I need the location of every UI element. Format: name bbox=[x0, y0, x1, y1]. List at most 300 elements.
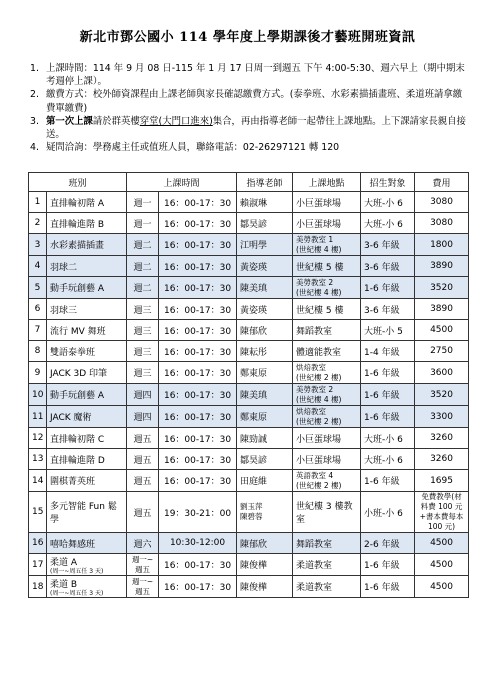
fee-cell bbox=[415, 341, 469, 362]
teacher-cell bbox=[237, 470, 293, 492]
day-cell-text: 週二 bbox=[133, 241, 152, 251]
time-cell bbox=[159, 492, 237, 533]
time-cell-text: 16：00-17：30 bbox=[163, 413, 232, 423]
day-cell bbox=[127, 449, 159, 470]
fee-cell bbox=[415, 192, 469, 213]
day-cell bbox=[127, 576, 159, 598]
teacher-cell bbox=[237, 341, 293, 362]
table-header-row bbox=[29, 173, 469, 192]
class-name bbox=[47, 277, 127, 299]
teacher-cell-text: 劉玉萍 陳碧蓉 bbox=[240, 502, 263, 521]
table-row bbox=[29, 213, 469, 234]
teacher-cell-text: 鄒昊諺 bbox=[240, 219, 268, 230]
note-item bbox=[30, 115, 470, 141]
fee-cell-text: 3890 bbox=[430, 304, 453, 314]
header-time: 上課時間 bbox=[127, 173, 237, 192]
table-row bbox=[29, 554, 469, 576]
place-cell bbox=[293, 320, 361, 341]
fee-cell-text: 3520 bbox=[430, 389, 453, 400]
place-cell bbox=[293, 234, 361, 256]
fee-cell bbox=[415, 320, 469, 341]
target-cell-text: 1-6 年級 bbox=[364, 583, 400, 593]
time-cell bbox=[159, 256, 237, 277]
time-cell-text: 16：00-17：30 bbox=[163, 198, 232, 209]
teacher-cell bbox=[237, 576, 293, 598]
header-target: 招生對象 bbox=[361, 173, 415, 192]
place-cell bbox=[293, 576, 361, 598]
target-cell-text: 大班-小 5 bbox=[364, 326, 403, 337]
note-text-a: 請於群英樓 bbox=[92, 115, 140, 127]
class-name-text: JACK 3D 印筆 bbox=[50, 369, 108, 379]
teacher-cell-text: 陳美瑱 bbox=[240, 284, 268, 294]
note-text: 上課時間：114 年 9 月 08 日-115 年 1 月 17 日周一到週五 下午 4:00-5:30、週六早上（期中期末考週停上課）。 bbox=[46, 63, 465, 88]
teacher-cell-text: 陳郁欣 bbox=[240, 326, 268, 337]
day-cell bbox=[127, 492, 159, 533]
place-cell-text: 柔道教室 bbox=[296, 583, 333, 593]
row-number-text: 14 bbox=[32, 475, 44, 486]
target-cell bbox=[361, 362, 415, 384]
target-cell-text: 1-6 年級 bbox=[364, 369, 400, 379]
time-cell-text: 16：00-17：30 bbox=[163, 347, 232, 358]
day-cell bbox=[127, 341, 159, 362]
row-number bbox=[29, 341, 47, 362]
table-row bbox=[29, 533, 469, 554]
table-row bbox=[29, 234, 469, 256]
row-number-text: 6 bbox=[34, 304, 41, 314]
note-number: 3. bbox=[30, 115, 39, 127]
place-cell-text: 小巨蛋球場 bbox=[296, 198, 342, 209]
fee-cell bbox=[415, 384, 469, 406]
time-cell-text: 16：00-17：30 bbox=[163, 241, 232, 251]
fee-cell bbox=[415, 533, 469, 554]
teacher-cell bbox=[237, 533, 293, 554]
fee-cell-text: 4500 bbox=[430, 325, 453, 335]
class-subnote: (周一~周五任 3 天) bbox=[50, 589, 104, 597]
teacher-cell bbox=[237, 256, 293, 277]
fee-cell-text: 免費教學(材料費 100 元+書本費每本 100 元) bbox=[419, 492, 464, 531]
row-number-text: 1 bbox=[34, 197, 41, 207]
day-cell-text: 週五 bbox=[133, 508, 152, 519]
time-cell-text: 16：00-17：30 bbox=[163, 369, 232, 379]
teacher-cell bbox=[237, 384, 293, 406]
fee-cell bbox=[415, 299, 469, 320]
row-number bbox=[29, 299, 47, 320]
teacher-cell bbox=[237, 277, 293, 299]
day-cell bbox=[127, 554, 159, 576]
time-cell bbox=[159, 449, 237, 470]
target-cell-text: 3-6 年級 bbox=[364, 241, 400, 251]
place-cell bbox=[293, 299, 361, 320]
day-cell-text: 週四 bbox=[133, 413, 152, 423]
header-class: 班別 bbox=[29, 173, 127, 192]
class-name-text: 直排輪初階 C bbox=[50, 434, 105, 445]
note-bold-text: 第一次上課 bbox=[46, 115, 93, 127]
place-cell bbox=[293, 428, 361, 449]
time-cell-text: 16：00-17：30 bbox=[163, 391, 232, 401]
time-cell-text: 16：00-17：30 bbox=[163, 477, 232, 487]
teacher-cell bbox=[237, 320, 293, 341]
teacher-cell-text: 陳俊樺 bbox=[240, 583, 268, 593]
day-cell-text: 週一~週五 bbox=[131, 576, 154, 596]
day-cell bbox=[127, 384, 159, 406]
class-name-text: 圍棋菁英班 bbox=[50, 477, 96, 487]
fee-cell-text: 4500 bbox=[430, 559, 453, 570]
teacher-cell bbox=[237, 299, 293, 320]
teacher-cell-text: 鄒昊諺 bbox=[240, 455, 268, 466]
class-name-text: 柔道 B bbox=[50, 579, 78, 590]
target-cell bbox=[361, 406, 415, 428]
time-cell bbox=[159, 428, 237, 449]
table-row bbox=[29, 299, 469, 320]
teacher-cell-text: 黃姿瑛 bbox=[240, 305, 268, 316]
target-cell-text: 1-6 年級 bbox=[364, 413, 400, 423]
target-cell-text: 1-6 年級 bbox=[364, 391, 400, 401]
target-cell bbox=[361, 192, 415, 213]
note-text-b: 集合，再由指導老師一起帶往上課地點。上下課請家長親自接送。 bbox=[46, 115, 466, 141]
time-cell bbox=[159, 554, 237, 576]
class-name bbox=[47, 192, 127, 213]
target-cell bbox=[361, 428, 415, 449]
place-cell-text: 小巨蛋球場 bbox=[296, 455, 342, 466]
row-number bbox=[29, 192, 47, 213]
note-item bbox=[30, 88, 470, 114]
fee-cell-text: 4500 bbox=[430, 581, 453, 592]
row-number bbox=[29, 234, 47, 256]
target-cell-text: 1-4 年級 bbox=[364, 347, 400, 358]
place-cell-text: 美勞教室 1 (世紀樓 4 樓) bbox=[296, 234, 342, 254]
class-name bbox=[47, 428, 127, 449]
row-number-text: 5 bbox=[34, 282, 41, 293]
teacher-cell bbox=[237, 554, 293, 576]
teacher-cell-text: 黃姿瑛 bbox=[240, 262, 268, 273]
class-name bbox=[47, 256, 127, 277]
class-name bbox=[47, 533, 127, 554]
class-name-text: 動手玩創藝 A bbox=[50, 391, 105, 401]
day-cell-text: 週一~週五 bbox=[131, 554, 154, 574]
place-cell-text: 小巨蛋球場 bbox=[296, 434, 342, 445]
row-number bbox=[29, 470, 47, 492]
teacher-cell-text: 陳勁誠 bbox=[240, 434, 268, 445]
target-cell bbox=[361, 492, 415, 533]
time-cell-text: 16：00-17：30 bbox=[163, 434, 232, 445]
teacher-cell-text: 鄭東原 bbox=[240, 413, 268, 423]
target-cell-text: 3-6 年級 bbox=[364, 262, 400, 273]
table-row bbox=[29, 384, 469, 406]
place-cell-text: 美勞教室 2 (世紀樓 4 樓) bbox=[296, 277, 342, 297]
class-name bbox=[47, 341, 127, 362]
note-number: 1. bbox=[30, 63, 39, 74]
fee-cell bbox=[415, 576, 469, 598]
fee-cell-text: 3600 bbox=[430, 367, 453, 378]
class-name bbox=[47, 213, 127, 234]
day-cell-text: 週五 bbox=[133, 434, 152, 445]
day-cell bbox=[127, 470, 159, 492]
place-cell-text: 世紀樓 5 樓 bbox=[296, 305, 344, 316]
row-number-text: 11 bbox=[32, 411, 44, 422]
class-name bbox=[47, 362, 127, 384]
day-cell bbox=[127, 299, 159, 320]
day-cell bbox=[127, 277, 159, 299]
place-cell-text: 體適能教室 bbox=[296, 347, 342, 358]
target-cell bbox=[361, 299, 415, 320]
fee-cell-text: 3080 bbox=[430, 197, 453, 207]
fee-cell bbox=[415, 277, 469, 299]
time-cell-text: 16：00-17：30 bbox=[163, 583, 232, 593]
fee-cell bbox=[415, 470, 469, 492]
place-cell bbox=[293, 341, 361, 362]
row-number-text: 17 bbox=[32, 559, 44, 570]
time-cell-text: 16：00-17：30 bbox=[163, 561, 232, 571]
class-subnote: (周一~周五任 3 天) bbox=[50, 567, 104, 575]
place-cell-text: 英語教室 4 (世紀樓 2 樓) bbox=[296, 470, 342, 490]
target-cell-text: 大班-小 6 bbox=[364, 455, 403, 466]
target-cell-text: 1-6 年級 bbox=[364, 477, 400, 487]
fee-cell-text: 1800 bbox=[430, 239, 453, 250]
target-cell bbox=[361, 256, 415, 277]
fee-cell-text: 3260 bbox=[430, 433, 453, 443]
day-cell-text: 週三 bbox=[133, 369, 152, 379]
target-cell-text: 小班-小 6 bbox=[364, 508, 403, 519]
place-cell bbox=[293, 470, 361, 492]
table-row bbox=[29, 277, 469, 299]
target-cell bbox=[361, 576, 415, 598]
header-place: 上課地點 bbox=[293, 173, 361, 192]
table-body bbox=[29, 192, 469, 598]
class-name-text: 流行 MV 舞班 bbox=[50, 326, 106, 337]
target-cell bbox=[361, 554, 415, 576]
row-number bbox=[29, 554, 47, 576]
row-number-text: 4 bbox=[34, 261, 41, 271]
time-cell-text: 10:30-12:00 bbox=[169, 538, 226, 548]
target-cell bbox=[361, 384, 415, 406]
fee-cell bbox=[415, 492, 469, 533]
target-cell-text: 大班-小 6 bbox=[364, 198, 403, 209]
table-row bbox=[29, 449, 469, 470]
table-row bbox=[29, 492, 469, 533]
day-cell-text: 週一 bbox=[133, 219, 152, 230]
class-name-text: 雙語泰拳班 bbox=[50, 347, 96, 358]
teacher-cell bbox=[237, 192, 293, 213]
place-cell bbox=[293, 554, 361, 576]
day-cell bbox=[127, 256, 159, 277]
teacher-cell bbox=[237, 362, 293, 384]
row-number bbox=[29, 277, 47, 299]
target-cell bbox=[361, 234, 415, 256]
class-name bbox=[47, 406, 127, 428]
teacher-cell bbox=[237, 449, 293, 470]
target-cell-text: 2-6 年級 bbox=[364, 539, 400, 550]
row-number-text: 8 bbox=[34, 346, 41, 356]
place-cell bbox=[293, 492, 361, 533]
row-number bbox=[29, 492, 47, 533]
place-cell-text: 小巨蛋球場 bbox=[296, 219, 342, 230]
day-cell-text: 週二 bbox=[133, 262, 152, 273]
fee-cell bbox=[415, 256, 469, 277]
fee-cell bbox=[415, 406, 469, 428]
day-cell-text: 週五 bbox=[133, 455, 152, 466]
teacher-cell-text: 鄭東原 bbox=[240, 369, 268, 379]
table-row bbox=[29, 341, 469, 362]
class-name-text: 直排輪進階 D bbox=[50, 455, 105, 466]
note-item bbox=[30, 62, 470, 88]
teacher-cell-text: 陳俊樺 bbox=[240, 561, 268, 571]
time-cell-text: 16：00-17：30 bbox=[163, 305, 232, 316]
place-cell-text: 世紀樓 3 樓教室 bbox=[296, 502, 353, 525]
fee-cell-text: 4500 bbox=[430, 538, 453, 548]
fee-cell bbox=[415, 428, 469, 449]
table-row bbox=[29, 362, 469, 384]
time-cell bbox=[159, 470, 237, 492]
fee-cell-text: 2750 bbox=[430, 346, 453, 356]
target-cell bbox=[361, 213, 415, 234]
time-cell bbox=[159, 234, 237, 256]
day-cell-text: 週四 bbox=[133, 391, 152, 401]
teacher-cell-text: 陳耘彤 bbox=[240, 347, 268, 358]
teacher-cell bbox=[237, 406, 293, 428]
teacher-cell bbox=[237, 213, 293, 234]
time-cell bbox=[159, 192, 237, 213]
day-cell-text: 週六 bbox=[133, 539, 152, 550]
place-cell-text: 舞蹈教室 bbox=[296, 326, 333, 337]
class-name-text: 動手玩創藝 A bbox=[50, 284, 105, 294]
table-row bbox=[29, 470, 469, 492]
row-number-text: 18 bbox=[32, 581, 44, 592]
table-row bbox=[29, 256, 469, 277]
day-cell-text: 週三 bbox=[133, 305, 152, 316]
time-cell bbox=[159, 576, 237, 598]
fee-cell-text: 3260 bbox=[430, 454, 453, 464]
target-cell-text: 3-6 年級 bbox=[364, 305, 400, 316]
teacher-cell-text: 陳美瑱 bbox=[240, 391, 268, 401]
fee-cell bbox=[415, 449, 469, 470]
class-name-text: 多元智能 Fun 鬆學 bbox=[50, 502, 117, 525]
time-cell-text: 16：00-17：30 bbox=[163, 326, 232, 337]
day-cell-text: 週三 bbox=[133, 326, 152, 337]
table-row bbox=[29, 428, 469, 449]
table-row bbox=[29, 192, 469, 213]
place-cell-text: 烘焙教室 (世紀樓 2 樓) bbox=[296, 406, 342, 426]
note-number: 4. bbox=[30, 142, 39, 154]
class-name bbox=[47, 384, 127, 406]
target-cell-text: 1-6 年級 bbox=[364, 284, 400, 294]
time-cell-text: 16：00-17：30 bbox=[163, 262, 232, 273]
teacher-cell-text: 江明學 bbox=[240, 241, 268, 251]
place-cell bbox=[293, 533, 361, 554]
day-cell-text: 週五 bbox=[133, 477, 152, 487]
fee-cell-text: 3520 bbox=[430, 282, 453, 293]
place-cell-text: 烘焙教室 (世紀樓 2 樓) bbox=[296, 362, 342, 382]
table-row bbox=[29, 320, 469, 341]
target-cell bbox=[361, 449, 415, 470]
table-row bbox=[29, 406, 469, 428]
row-number-text: 13 bbox=[32, 454, 44, 464]
class-name-text: 羽球三 bbox=[50, 305, 78, 316]
fee-cell bbox=[415, 213, 469, 234]
fee-cell-text: 3080 bbox=[430, 218, 453, 228]
time-cell bbox=[159, 533, 237, 554]
row-number bbox=[29, 320, 47, 341]
place-cell bbox=[293, 256, 361, 277]
place-cell bbox=[293, 449, 361, 470]
class-name bbox=[47, 299, 127, 320]
place-cell bbox=[293, 213, 361, 234]
time-cell bbox=[159, 320, 237, 341]
row-number bbox=[29, 428, 47, 449]
note-text: 繳費方式：校外師資課程由上課老師與家長確認繳費方式。(泰拳班、水彩素描插畫班、柔道班請拿繳費單繳費) bbox=[46, 89, 463, 114]
time-cell-text: 16：00-17：30 bbox=[163, 455, 232, 466]
place-cell-text: 世紀樓 5 樓 bbox=[296, 262, 344, 273]
day-cell-text: 週一 bbox=[133, 198, 152, 209]
class-name bbox=[47, 320, 127, 341]
fee-cell-text: 3890 bbox=[430, 261, 453, 271]
row-number bbox=[29, 213, 47, 234]
row-number-text: 16 bbox=[32, 538, 44, 548]
day-cell-text: 週二 bbox=[133, 284, 152, 294]
row-number-text: 10 bbox=[32, 389, 44, 400]
day-cell bbox=[127, 320, 159, 341]
target-cell bbox=[361, 470, 415, 492]
time-cell-text: 16：00-17：30 bbox=[163, 219, 232, 230]
row-number bbox=[29, 576, 47, 598]
teacher-cell-text: 陳郁欣 bbox=[240, 539, 268, 550]
row-number-text: 12 bbox=[32, 433, 44, 443]
fee-cell bbox=[415, 554, 469, 576]
row-number bbox=[29, 256, 47, 277]
class-name-text: 羽球二 bbox=[50, 262, 78, 273]
fee-cell bbox=[415, 234, 469, 256]
class-name bbox=[47, 470, 127, 492]
class-name bbox=[47, 449, 127, 470]
day-cell bbox=[127, 234, 159, 256]
place-cell bbox=[293, 192, 361, 213]
target-cell bbox=[361, 341, 415, 362]
row-number-text: 7 bbox=[34, 325, 41, 335]
time-cell bbox=[159, 277, 237, 299]
time-cell bbox=[159, 384, 237, 406]
day-cell bbox=[127, 192, 159, 213]
time-cell bbox=[159, 299, 237, 320]
class-name-text: 嘻哈舞感班 bbox=[50, 539, 96, 550]
time-cell bbox=[159, 406, 237, 428]
class-name bbox=[47, 576, 127, 598]
class-name bbox=[47, 492, 127, 533]
note-text bbox=[46, 115, 470, 141]
row-number bbox=[29, 384, 47, 406]
day-cell-text: 週三 bbox=[133, 347, 152, 358]
header-fee: 費用 bbox=[415, 173, 469, 192]
notes-list bbox=[30, 62, 470, 154]
place-cell-text: 舞蹈教室 bbox=[296, 539, 333, 550]
target-cell-text: 1-6 年級 bbox=[364, 561, 400, 571]
class-name-text: 直排輪初階 A bbox=[50, 198, 105, 209]
place-cell bbox=[293, 277, 361, 299]
target-cell-text: 大班-小 6 bbox=[364, 434, 403, 445]
day-cell bbox=[127, 213, 159, 234]
class-name bbox=[47, 234, 127, 256]
teacher-cell-text: 田庭維 bbox=[240, 477, 268, 487]
class-name bbox=[47, 554, 127, 576]
time-cell bbox=[159, 213, 237, 234]
fee-cell-text: 3300 bbox=[430, 411, 453, 422]
header-teacher: 指導老師 bbox=[237, 173, 293, 192]
place-cell-text: 柔道教室 bbox=[296, 561, 333, 571]
row-number-text: 15 bbox=[32, 507, 44, 517]
target-cell bbox=[361, 277, 415, 299]
class-name-text: 直排輪進階 B bbox=[50, 219, 105, 230]
class-schedule-table bbox=[28, 172, 469, 598]
place-cell bbox=[293, 362, 361, 384]
time-cell-text: 16：00-17：30 bbox=[163, 284, 232, 294]
